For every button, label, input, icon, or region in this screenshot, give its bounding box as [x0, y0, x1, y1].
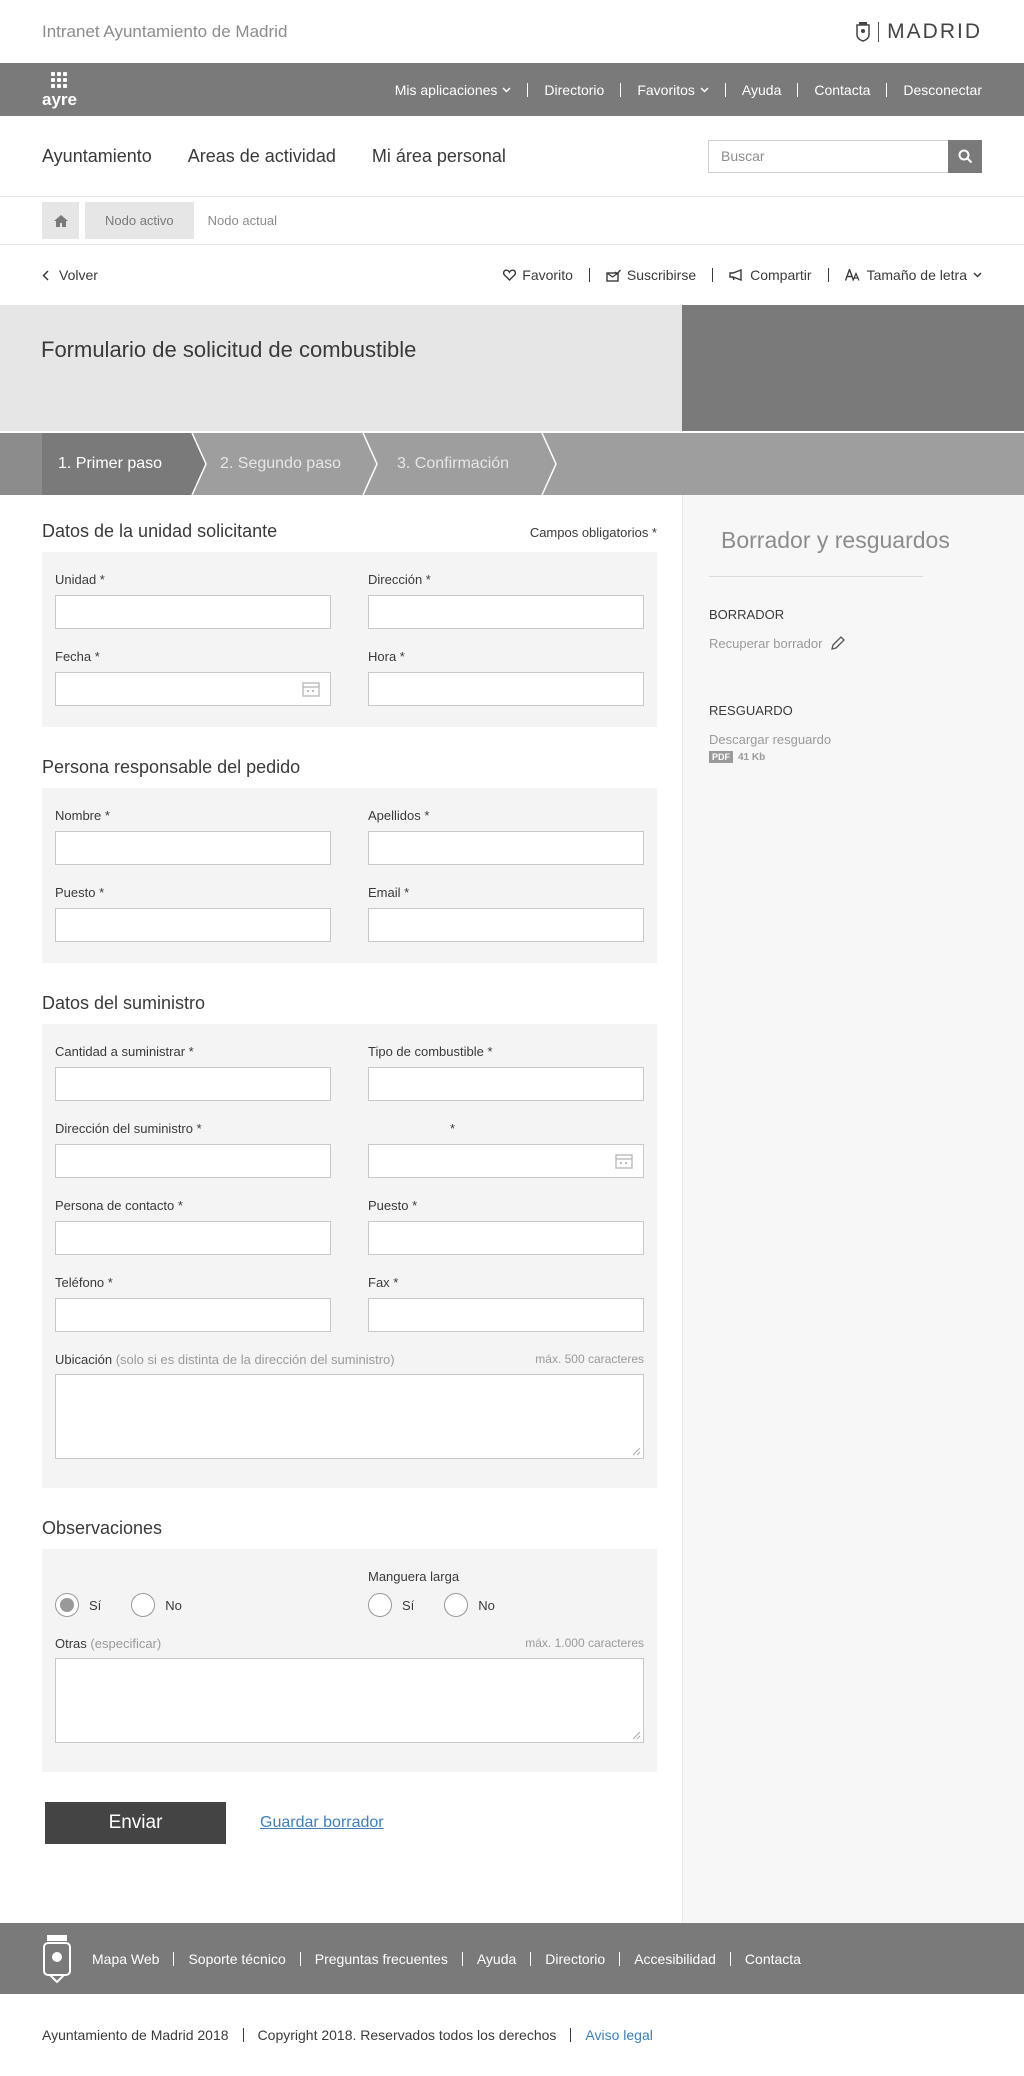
label-apellidos: Apellidos *	[368, 808, 430, 823]
footer-directorio[interactable]: Directorio	[531, 1952, 620, 1966]
email-input[interactable]	[368, 908, 644, 942]
footer-mapa-web[interactable]: Mapa Web	[92, 1952, 174, 1966]
calendar-icon[interactable]	[615, 1153, 633, 1169]
otras-max: máx. 1.000 caracteres	[525, 1636, 644, 1650]
radio-group-manguera	[368, 1569, 644, 1618]
label-ubicacion: Ubicación	[55, 1352, 113, 1367]
madrid-crest-icon[interactable]	[42, 1935, 72, 1983]
panel-suministro	[42, 1024, 657, 1488]
panel-responsable	[42, 788, 657, 963]
ubicacion-hint: (solo si es distinta de la dirección del suministro)	[115, 1352, 395, 1367]
chevron-left-icon	[42, 270, 49, 281]
ubicacion-max: máx. 500 caracteres	[535, 1352, 644, 1366]
title-band-image	[682, 305, 1024, 431]
label-puesto-contacto: Puesto *	[368, 1198, 418, 1213]
label-cantidad: Cantidad a suministrar *	[55, 1044, 194, 1059]
panel-unidad	[42, 552, 657, 727]
ubicacion-textarea[interactable]	[55, 1374, 644, 1459]
pdf-meta	[709, 751, 998, 763]
search-button[interactable]	[948, 140, 982, 173]
madrid-logo[interactable]	[856, 20, 982, 44]
nav-mis-aplicaciones[interactable]: Mis aplicaciones	[379, 83, 529, 97]
label-email: Email *	[368, 885, 410, 900]
breadcrumb-current: Nodo actual	[207, 213, 278, 228]
content	[0, 495, 1024, 1923]
radio-manguera-si[interactable]: Sí	[368, 1593, 414, 1617]
fecha-suministro-input[interactable]	[368, 1144, 644, 1178]
breadcrumb-active[interactable]: Nodo activo	[85, 202, 194, 239]
step-2: 2. Segundo paso	[220, 455, 341, 472]
nav-bar	[0, 63, 1024, 116]
puesto-contacto-input[interactable]	[368, 1221, 644, 1255]
footer	[0, 1923, 1024, 1994]
download-receipt-link[interactable]: Descargar resguardo	[709, 732, 832, 747]
section-title-unidad: Datos de la unidad solicitante	[42, 521, 278, 541]
favorite-link[interactable]: Favorito	[487, 268, 590, 282]
title-band	[0, 305, 1024, 431]
radio-group1-no[interactable]: No	[131, 1593, 182, 1617]
nombre-input[interactable]	[55, 831, 331, 865]
nav-contacta[interactable]: Contacta	[798, 83, 887, 97]
footer-ayuda[interactable]: Ayuda	[463, 1952, 531, 1966]
otras-hint: (especificar)	[90, 1636, 162, 1651]
megaphone-icon	[729, 269, 744, 281]
home-icon	[54, 215, 68, 227]
label-fecha: Fecha *	[55, 649, 100, 664]
recover-draft-link[interactable]: Recuperar borrador	[709, 636, 998, 651]
borrador-heading: BORRADOR	[709, 607, 785, 622]
ayre-dots-icon	[51, 72, 67, 88]
menu-ayuntamiento[interactable]: Ayuntamiento	[42, 145, 152, 166]
label-fax: Fax *	[368, 1275, 399, 1290]
label-direccion: Dirección *	[368, 572, 431, 587]
footer-legal-link[interactable]: Aviso legal	[585, 2027, 653, 2043]
fax-input[interactable]	[368, 1298, 644, 1332]
share-link[interactable]: Compartir	[713, 268, 828, 282]
madrid-crest-icon	[856, 22, 870, 42]
back-link[interactable]: Volver	[42, 267, 98, 283]
step-3: 3. Confirmación	[397, 455, 510, 472]
chevron-down-icon	[700, 87, 709, 93]
direccion-suministro-input[interactable]	[55, 1144, 331, 1178]
unidad-input[interactable]	[55, 595, 331, 629]
radio-group-1	[55, 1569, 331, 1618]
chevron-down-icon	[502, 87, 511, 93]
apellidos-input[interactable]	[368, 831, 644, 865]
label-fecha-suministro: *	[450, 1121, 456, 1136]
pdf-icon: PDF	[709, 751, 733, 763]
footer-contacta[interactable]: Contacta	[744, 1950, 801, 1967]
top-bar	[0, 0, 1024, 63]
nav-links	[379, 83, 982, 97]
resize-handle-icon[interactable]	[632, 1731, 641, 1740]
subscribe-link[interactable]: Suscribirse	[590, 268, 713, 282]
fecha-input[interactable]	[55, 672, 331, 706]
otras-textarea[interactable]	[55, 1658, 644, 1743]
search-input[interactable]	[708, 140, 948, 173]
label-manguera: Manguera larga	[368, 1569, 460, 1584]
footer-org: Ayuntamiento de Madrid 2018	[42, 2028, 244, 2042]
hora-input[interactable]	[368, 672, 644, 706]
label-direccion-suministro: Dirección del suministro *	[55, 1121, 202, 1136]
submit-button[interactable]: Enviar	[45, 1802, 226, 1844]
step-1: 1. Primer paso	[58, 455, 163, 472]
menu-mi-area-personal[interactable]: Mi área personal	[371, 145, 506, 166]
nav-directorio[interactable]: Directorio	[528, 83, 621, 97]
menu-areas-actividad[interactable]: Areas de actividad	[187, 145, 336, 166]
search-icon	[958, 149, 973, 164]
tipo-combustible-input[interactable]	[368, 1067, 644, 1101]
subscribe-icon	[606, 269, 621, 282]
nav-favoritos[interactable]: Favoritos	[621, 83, 726, 97]
pencil-icon	[830, 636, 845, 651]
breadcrumb-home[interactable]	[42, 202, 79, 239]
persona-contacto-input[interactable]	[55, 1221, 331, 1255]
sub-footer	[0, 1994, 1024, 2076]
footer-faq[interactable]: Preguntas frecuentes	[301, 1952, 463, 1966]
section-title-observaciones: Observaciones	[42, 1518, 163, 1538]
form	[0, 495, 682, 1923]
resguardo-heading: RESGUARDO	[709, 703, 793, 718]
cantidad-input[interactable]	[55, 1067, 331, 1101]
footer-soporte[interactable]: Soporte técnico	[174, 1952, 300, 1966]
label-unidad: Unidad *	[55, 572, 105, 587]
panel-observaciones	[42, 1549, 657, 1772]
nav-desconectar[interactable]: Desconectar	[903, 81, 982, 98]
label-hora: Hora *	[368, 649, 405, 664]
footer-accesibilidad[interactable]: Accesibilidad	[620, 1952, 731, 1966]
main-menu	[0, 116, 1024, 197]
section-title-suministro: Datos del suministro	[42, 993, 206, 1013]
label-persona-contacto: Persona de contacto *	[55, 1198, 183, 1213]
label-nombre: Nombre *	[55, 808, 110, 823]
label-tipo-combustible: Tipo de combustible *	[368, 1044, 493, 1059]
radio-group1-si[interactable]: Sí	[55, 1593, 101, 1617]
step-indicator	[0, 431, 1024, 495]
resize-handle-icon[interactable]	[632, 1447, 641, 1456]
ayre-logo[interactable]: ayre	[42, 72, 77, 108]
heart-icon	[503, 269, 516, 281]
telefono-input[interactable]	[55, 1298, 331, 1332]
chevron-down-icon	[973, 272, 982, 278]
madrid-wordmark: MADRID	[887, 19, 982, 43]
pdf-size: 41 Kb	[738, 751, 766, 763]
label-telefono: Teléfono *	[55, 1275, 113, 1290]
save-draft-link[interactable]: Guardar borrador	[260, 1814, 384, 1831]
direccion-input[interactable]	[368, 595, 644, 629]
page-title: Formulario de solicitud de combustible	[41, 337, 417, 362]
tools-bar	[0, 245, 1024, 305]
label-otras: Otras	[55, 1636, 87, 1651]
radio-manguera-no[interactable]: No	[444, 1593, 495, 1617]
breadcrumb	[0, 197, 1024, 245]
calendar-icon[interactable]	[302, 681, 320, 697]
site-title: Intranet Ayuntamiento de Madrid	[42, 21, 288, 41]
required-note: Campos obligatorios *	[529, 525, 657, 540]
font-size-icon	[845, 269, 861, 281]
sidebar	[682, 495, 1024, 1923]
puesto-input[interactable]	[55, 908, 331, 942]
sidebar-title: Borrador y resguardos	[709, 527, 923, 577]
form-actions	[42, 1802, 657, 1844]
font-size-link[interactable]: Tamaño de letra	[829, 268, 982, 282]
footer-copyright: Copyright 2018. Reservados todos los derechos	[244, 2028, 572, 2042]
section-title-responsable: Persona responsable del pedido	[42, 757, 301, 777]
label-puesto: Puesto *	[55, 885, 105, 900]
search-box	[708, 140, 982, 173]
nav-ayuda[interactable]: Ayuda	[726, 83, 798, 97]
